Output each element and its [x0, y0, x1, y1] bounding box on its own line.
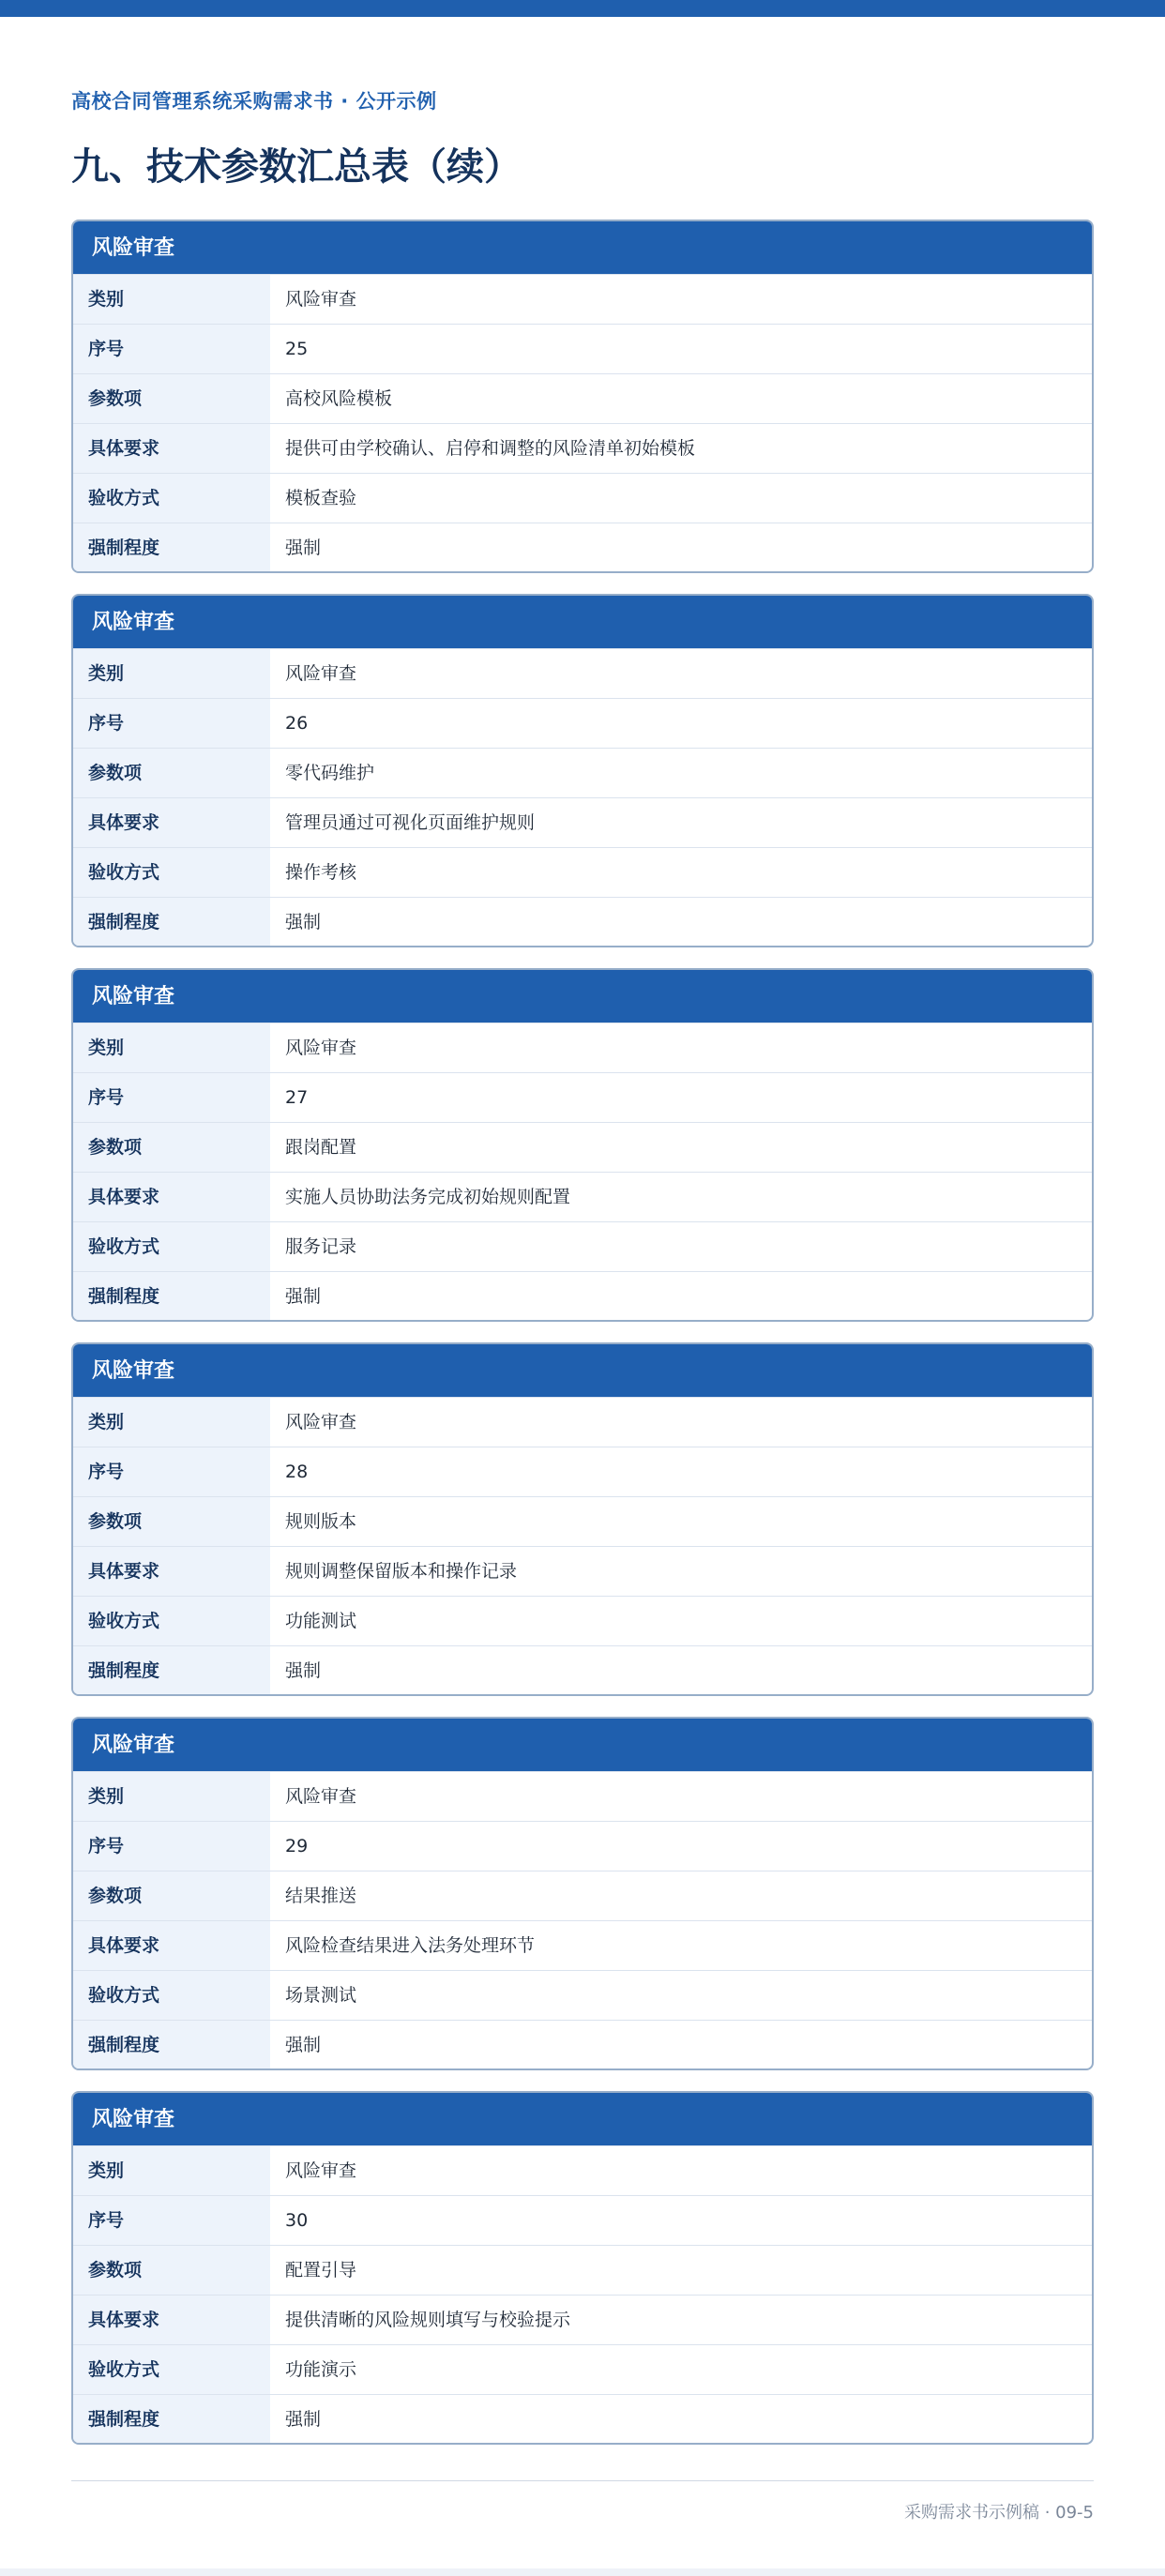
table-row [73, 2020, 1092, 2069]
row-value: 高校风险模板 [285, 388, 393, 409]
row-value: 风险审查 [285, 1786, 357, 1807]
row-label: 类别 [73, 275, 270, 324]
row-label: 具体要求 [73, 424, 270, 473]
row-value: 30 [285, 2210, 309, 2231]
footer-page-label: 采购需求书示例稿 · 09-5 [903, 2503, 1094, 2523]
row-value: 强制 [285, 2409, 322, 2430]
row-label: 验收方式 [73, 2345, 270, 2394]
table-row [73, 648, 1092, 698]
card-heading: 风险审查 [73, 1719, 1092, 1771]
row-label: 具体要求 [73, 2296, 270, 2344]
row-label: 验收方式 [73, 1222, 270, 1271]
row-label: 类别 [73, 1398, 270, 1447]
top-accent-bar [0, 0, 1165, 17]
table-row [73, 1072, 1092, 1122]
row-value: 功能演示 [285, 2359, 357, 2380]
row-value: 风险审查 [285, 1038, 357, 1058]
row-label: 强制程度 [73, 523, 270, 572]
row-value: 零代码维护 [285, 763, 375, 783]
row-value: 提供清晰的风险规则填写与校验提示 [285, 2310, 571, 2330]
row-value: 场景测试 [285, 1985, 357, 2006]
row-label: 序号 [73, 2196, 270, 2245]
table-row [73, 1645, 1092, 1695]
parameter-card [71, 220, 1094, 573]
row-label: 强制程度 [73, 2395, 270, 2444]
row-value: 服务记录 [285, 1236, 357, 1257]
row-label: 参数项 [73, 374, 270, 423]
row-label: 具体要求 [73, 798, 270, 847]
table-row [73, 1221, 1092, 1271]
table-row [73, 324, 1092, 373]
table-row [73, 1970, 1092, 2020]
table-row [73, 274, 1092, 324]
row-label: 序号 [73, 699, 270, 748]
row-label: 具体要求 [73, 1921, 270, 1970]
row-label: 参数项 [73, 1497, 270, 1546]
table-row [73, 1871, 1092, 1920]
parameter-card-list [71, 220, 1094, 2465]
table-row [73, 2195, 1092, 2245]
row-label: 参数项 [73, 1871, 270, 1920]
table-row [73, 423, 1092, 473]
table-row [73, 1920, 1092, 1970]
table-row [73, 1397, 1092, 1447]
row-label: 具体要求 [73, 1173, 270, 1221]
table-row [73, 847, 1092, 897]
table-row [73, 1271, 1092, 1321]
row-value: 实施人员协助法务完成初始规则配置 [285, 1187, 571, 1207]
row-label: 具体要求 [73, 1547, 270, 1596]
footer-divider [71, 2480, 1094, 2481]
row-label: 验收方式 [73, 1971, 270, 2020]
table-row [73, 897, 1092, 947]
row-label: 强制程度 [73, 1272, 270, 1321]
card-heading: 风险审查 [73, 596, 1092, 648]
table-row [73, 1172, 1092, 1221]
row-value: 风险检查结果进入法务处理环节 [285, 1935, 536, 1956]
row-value: 28 [285, 1462, 309, 1482]
table-row [73, 748, 1092, 797]
parameter-card [71, 1342, 1094, 1696]
row-label: 类别 [73, 1023, 270, 1072]
table-row [73, 797, 1092, 847]
row-label: 强制程度 [73, 898, 270, 947]
row-value: 强制 [285, 538, 322, 558]
row-value: 跟岗配置 [285, 1137, 357, 1158]
parameter-card [71, 968, 1094, 1322]
row-value: 强制 [285, 2035, 322, 2055]
row-label: 类别 [73, 1772, 270, 1821]
card-heading: 风险审查 [73, 970, 1092, 1023]
table-row [73, 473, 1092, 523]
parameter-card [71, 594, 1094, 947]
row-value: 模板查验 [285, 488, 357, 508]
table-row [73, 1821, 1092, 1871]
row-label: 强制程度 [73, 1646, 270, 1695]
table-row [73, 1596, 1092, 1645]
row-value: 27 [285, 1087, 309, 1108]
row-label: 参数项 [73, 749, 270, 797]
row-label: 序号 [73, 1822, 270, 1871]
bottom-band [0, 2568, 1165, 2576]
table-row [73, 698, 1092, 748]
row-value: 管理员通过可视化页面维护规则 [285, 812, 536, 833]
row-value: 强制 [285, 1286, 322, 1307]
table-row [73, 1546, 1092, 1596]
table-row [73, 1496, 1092, 1546]
table-row [73, 1771, 1092, 1821]
row-label: 参数项 [73, 2246, 270, 2295]
row-label: 类别 [73, 2146, 270, 2195]
card-heading: 风险审查 [73, 221, 1092, 274]
table-row [73, 1023, 1092, 1072]
table-row [73, 2394, 1092, 2444]
row-value: 29 [285, 1836, 309, 1856]
row-label: 强制程度 [73, 2021, 270, 2069]
row-value: 25 [285, 339, 309, 359]
table-row [73, 2245, 1092, 2295]
table-row [73, 2295, 1092, 2344]
row-value: 操作考核 [285, 862, 357, 883]
row-value: 规则版本 [285, 1511, 357, 1532]
row-label: 验收方式 [73, 848, 270, 897]
row-value: 强制 [285, 1660, 322, 1681]
row-value: 风险审查 [285, 663, 357, 684]
parameter-card [71, 1717, 1094, 2070]
card-heading: 风险审查 [73, 1344, 1092, 1397]
table-row [73, 1122, 1092, 1172]
row-label: 验收方式 [73, 1597, 270, 1645]
page-title: 九、技术参数汇总表（续） [71, 145, 522, 189]
row-value: 风险审查 [285, 2160, 357, 2181]
row-label: 参数项 [73, 1123, 270, 1172]
table-row [73, 523, 1092, 572]
row-value: 结果推送 [285, 1886, 357, 1906]
row-label: 验收方式 [73, 474, 270, 523]
row-label: 序号 [73, 1073, 270, 1122]
row-label: 序号 [73, 325, 270, 373]
row-value: 风险审查 [285, 1412, 357, 1432]
document-subtitle: 高校合同管理系统采购需求书 · 公开示例 [71, 90, 437, 113]
row-label: 类别 [73, 649, 270, 698]
table-row [73, 373, 1092, 423]
row-value: 26 [285, 713, 309, 734]
card-heading: 风险审查 [73, 2093, 1092, 2145]
table-row [73, 2145, 1092, 2195]
table-row [73, 2344, 1092, 2394]
row-value: 强制 [285, 912, 322, 932]
row-value: 提供可由学校确认、启停和调整的风险清单初始模板 [285, 438, 696, 459]
row-value: 功能测试 [285, 1611, 357, 1631]
row-value: 配置引导 [285, 2260, 357, 2281]
row-value: 规则调整保留版本和操作记录 [285, 1561, 518, 1582]
table-row [73, 1447, 1092, 1496]
parameter-card [71, 2091, 1094, 2445]
row-value: 风险审查 [285, 289, 357, 310]
row-label: 序号 [73, 1447, 270, 1496]
